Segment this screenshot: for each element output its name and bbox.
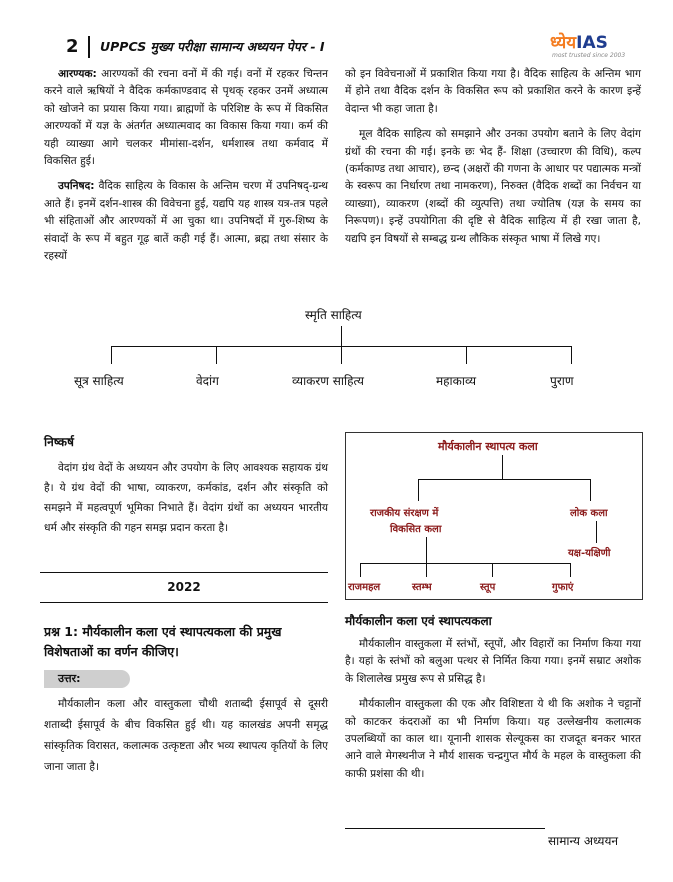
diagram-leaf-drop-1 (360, 563, 361, 577)
header-divider (88, 36, 90, 58)
page-header-title: UPPCS मुख्य परीक्षा सामान्य अध्ययन पेपर - I (100, 39, 325, 54)
logo-tagline: most trusted since 2003 (552, 52, 626, 59)
conclusion-block (44, 458, 328, 546)
diagram-leaf-stupa: स्तूप (480, 582, 496, 593)
conclusion-heading: निष्कर्ष (44, 435, 74, 449)
year-rule-bottom (40, 602, 328, 603)
diagram-left-node-2: विकसित कला (390, 524, 442, 535)
left-column-top (44, 66, 328, 273)
maurya-para-1: मौर्यकालीन वास्तुकला में स्तंभों, स्तूपों, और विहारों का निर्माण किया गया है। यहां के स्तंभों को बलुआ पत्थर से निर्मित किया गया। इनमें सम्राट अशोक के शिलालेख प्रमुख रूप से प्रसिद्ध है। (345, 638, 641, 685)
diagram-leaf-drop-4 (570, 563, 571, 577)
diagram-leaf-drop-3 (492, 563, 493, 577)
tree-child-sutra: सूत्र साहित्य (74, 374, 124, 388)
diagram-right-child: यक्ष-यक्षिणी (568, 548, 611, 559)
tree-root: स्मृति साहित्य (305, 308, 362, 322)
diagram-root: मौर्यकालीन स्थापत्य कला (438, 440, 538, 453)
tree-drop-3 (341, 346, 342, 364)
diagram-leaf-rajmahal: राजमहल (348, 582, 381, 593)
page-number: 2 (66, 36, 79, 57)
diagram-leaf-bar (360, 563, 570, 564)
tree-stem (341, 326, 342, 346)
answer-text: मौर्यकालीन कला और वास्तुकला चौथी शताब्दी ईसापूर्व से दूसरी शताब्दी ईसापूर्व के बीच विकसित हुई थी। यह कालखंड अपनी समृद्ध सांस्कृतिक विरासत, कलात्मक उत्कृष्टता और भव्य स्थापत्य कृतियों के लिए जाना जाता है। (44, 698, 328, 773)
maurya-section-body (345, 636, 641, 791)
maurya-architecture-diagram (345, 432, 643, 600)
diagram-right-node: लोक कला (570, 508, 608, 519)
right-column-top (345, 66, 641, 256)
question-text: प्रश्न 1: मौर्यकालीन कला एवं स्थापत्यकला की प्रमुख विशेषताओं का वर्णन कीजिए। (44, 624, 282, 659)
tree-drop-1 (111, 346, 112, 364)
tree-child-vyakaran: व्याकरण साहित्य (292, 374, 364, 388)
diagram-stem (502, 455, 503, 479)
diagram-left-stem (426, 537, 427, 563)
logo-text-a: ध्येय (550, 33, 577, 53)
smriti-tree (40, 300, 640, 400)
para-upanishad: वैदिक साहित्य के विकास के अन्तिम चरण में उपनिषद्-ग्रन्थ आते हैं। इनमें दर्शन-शास्त्र की विवेचना हुई, यद्यपि यह शास्त्र यत्र-तत्र पहले भी संहिताओं और आरण्यकों में आ चुका था। उपनिषदों में गुरु-शिष्य के संवादों के रूप में बहुत गूढ़ बातें कही गई हैं। आत्मा, ब्रह्म तथा संसार के रहस्यों (44, 180, 328, 263)
logo-text-b: IAS (576, 33, 608, 53)
tree-child-mahakavya: महाकाव्य (436, 374, 477, 388)
maurya-section-heading: मौर्यकालीन कला एवं स्थापत्यकला (345, 614, 492, 628)
brand-logo (532, 28, 642, 66)
maurya-para-2: मौर्यकालीन वास्तुकला की एक और विशिष्टता ये थी कि अशोक ने चट्टानों को काटकर कंदराओं का भी निर्माण किया। यह उल्लेखनीय कलात्मक उपलब्धियों का काल था। यूनानी शासक सेल्यूकस का राजदूत बनकर भारत आने वाले मेगस्थनीज ने मौर्य शासक चन्द्रगुप्त मौर्य के महल के वास्तुकला की काफी प्रशंसा की थी। (345, 698, 641, 780)
footer-rule (345, 828, 545, 829)
tree-child-puran: पुराण (550, 374, 574, 388)
tree-drop-2 (216, 346, 217, 364)
term-upanishad: उपनिषद: (58, 180, 95, 193)
tree-child-vedang: वेदांग (196, 374, 219, 388)
year-label: 2022 (167, 580, 201, 594)
diagram-left-node: राजकीय संरक्षण में (370, 508, 439, 519)
para-vedang: मूल वैदिक साहित्य को समझाने और उनका उपयोग बताने के लिए वेदांग ग्रंथों की रचना की गई। इनके छः भेद हैं- शिक्षा (उच्चारण की विधि), कल्प (कर्मकाण्ड तथा आचार), छन्द (अक्षरों की गणना के आधार पर पद्यात्मक मन्त्रों के स्वरूप का निर्धारण तथा नामकरण), निरुक्त (वैदिक शब्दों का निर्वचन या व्याख्या), व्याकरण (शब्दों की व्युत्पत्ति) तथा ज्योतिष (यज्ञ के समय का निरूपण)। इन्हें उपयोगिता की दृष्टि से वैदिक साहित्य में ही रखा जाता है, यद्यपि इन विषयों से सम्बद्ध ग्रन्थ लौकिक संस्कृत भाषा में लिखे गए। (345, 128, 641, 245)
para-vedanta: को इन विवेचनाओं में प्रकाशित किया गया है। वैदिक साहित्य के अन्तिम भाग में होने तथा वैदिक दर्शन के विकसित रूप को प्रकाशित करने के कारण इन्हें वेदान्त भी कहा जाता है। (345, 68, 641, 115)
tree-drop-5 (571, 346, 572, 364)
diagram-left-drop (418, 479, 419, 501)
conclusion-text: वेदांग ग्रंथ वेदों के अध्ययन और उपयोग के लिए आवश्यक सहायक ग्रंथ है। ये ग्रंथ वेदों की भाषा, व्याकरण, कर्मकांड, दर्शन और संस्कृति को समझने में महत्वपूर्ण भूमिका निभाते हैं। वेदांग ग्रंथों का अध्ययन भारतीय धर्म और संस्कृति की गहन समझ प्रदान करता है। (44, 462, 328, 534)
term-aranyak: आरण्यक: (58, 68, 97, 80)
diagram-leaf-drop-2 (426, 563, 427, 577)
answer-block (44, 694, 328, 786)
tree-drop-4 (466, 346, 467, 364)
diagram-right-drop (590, 479, 591, 501)
answer-badge: उत्तर: (44, 670, 130, 688)
diagram-right-stem (596, 521, 597, 543)
footer-label: सामान्य अध्ययन (548, 834, 619, 848)
diagram-leaf-stambh: स्तम्भ (412, 582, 432, 593)
diagram-bar (418, 479, 590, 480)
year-rule-top (40, 572, 328, 573)
para-aranyak: आरण्यकों की रचना वनों में की गई। वनों में रहकर चिन्तन करने वाले ऋषियों ने वैदिक कर्मकाण्डवाद से पृथक् रहकर उनमें अध्यात्म को खोजने का प्रयास किया गया। ब्राह्मणों के परिशिष्ट के रूप में विकसित आरण्यकों में यज्ञ के अंतर्गत अध्यात्मवाद का विकास किया गया। कर्म की यही व्याख्या आगे चलकर मीमांसा-दर्शन, धर्मशास्त्र तथा कर्मवाद में विकसित हुई। (44, 68, 328, 168)
diagram-leaf-gufa: गुफाएं (552, 582, 574, 593)
